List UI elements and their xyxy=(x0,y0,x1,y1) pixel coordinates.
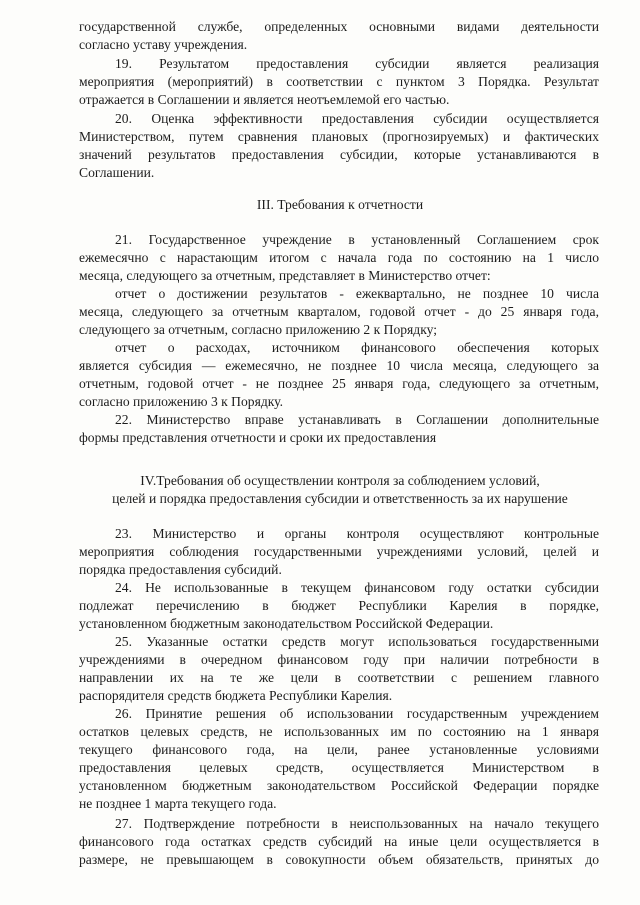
text-line: государственной службе, определенных основными видами деятельности xyxy=(79,19,599,34)
paragraph-25-line: учреждениями в очередном финансовом году при наличии потребности в xyxy=(79,652,599,667)
paragraph-22-line: формы представления отчетности и сроки их предоставления xyxy=(79,430,437,445)
paragraph-20-line: Соглашении. xyxy=(79,165,155,180)
paragraph-25-line: направлении их на те же цели в соответствии с решением главного xyxy=(79,670,599,685)
paragraph-25-line: распорядителя средств бюджета Республики Карелия. xyxy=(79,688,393,703)
paragraph-23-line: порядка предоставления субсидий. xyxy=(79,562,282,577)
paragraph-23-line: мероприятия соблюдения государственными учреждениями условий, целей и xyxy=(79,544,599,559)
paragraph-21-line: месяца, следующего за отчетным, представляет в Министерство отчет: xyxy=(79,268,491,283)
paragraph-26-line: остатков целевых средств, не использованных им по состоянию на 1 января xyxy=(79,724,599,739)
paragraph-23-line: 23. Министерство и органы контроля осуществляют контрольные xyxy=(115,526,599,541)
paragraph-21-line: отчет о расходах, источником финансового обеспечения которых xyxy=(115,340,599,355)
paragraph-19-line: отражается в Соглашении и является неотъемлемой его частью. xyxy=(79,92,450,107)
section-4-title: IV.Требования об осуществлении контроля за соблюдением условий, xyxy=(140,473,540,488)
paragraph-25-line: 25. Указанные остатки средств могут использоваться государственными xyxy=(115,634,599,649)
paragraph-22-line: 22. Министерство вправе устанавливать в Соглашении дополнительные xyxy=(115,412,599,427)
paragraph-21-line: отчет о достижении результатов - ежеквартально, не позднее 10 числа xyxy=(115,286,599,301)
section-4-title: целей и порядка предоставления субсидии и ответственность за их нарушение xyxy=(112,491,568,506)
paragraph-24-line: установленном бюджетным законодательством Российской Федерации. xyxy=(79,616,494,631)
paragraph-20-line: 20. Оценка эффективности предоставления субсидии осуществляется xyxy=(115,111,599,126)
paragraph-26-line: 26. Принятие решения об использовании государственным учреждением xyxy=(115,706,599,721)
paragraph-21-line: 21. Государственное учреждение в установленный Соглашением срок xyxy=(115,232,599,247)
paragraph-21-line: следующего за отчетным, согласно приложению 2 к Порядку; xyxy=(79,322,438,337)
paragraph-26-line: предоставления целевых средств, осуществляется Министерством в xyxy=(79,760,599,775)
paragraph-19-line: 19. Результатом предоставления субсидии является реализация xyxy=(115,56,599,71)
paragraph-26-line: не позднее 1 марта текущего года. xyxy=(79,796,277,811)
paragraph-21-line: ежемесячно с нарастающим итогом с начала года по состоянию на 1 число xyxy=(79,250,599,265)
paragraph-19-line: мероприятия (мероприятий) в соответствии с пунктом 3 Порядка. Результат xyxy=(79,74,599,89)
paragraph-21-line: отчетным, годовой отчет - не позднее 25 января года, следующего за отчетным, xyxy=(79,376,599,391)
paragraph-24-line: подлежат перечислению в бюджет Республики Карелия в порядке, xyxy=(79,598,599,613)
paragraph-26-line: текущего финансового года, на цели, ранее установленные условиями xyxy=(79,742,599,757)
paragraph-27-line: финансового года остатках средств субсидий на иные цели осуществляется в xyxy=(79,834,599,849)
paragraph-21-line: месяца, следующего за отчетным кварталом, годовой отчет - до 25 января года, xyxy=(79,304,599,319)
section-3-title: III. Требования к отчетности xyxy=(256,197,424,212)
paragraph-26-line: установленном бюджетным законодательством Российской Федерации порядке xyxy=(79,778,599,793)
paragraph-20-line: значений результатов предоставления субсидии, которые устанавливаются в xyxy=(79,147,599,162)
paragraph-21-line: согласно приложению 3 к Порядку. xyxy=(79,394,283,409)
paragraph-27-line: 27. Подтверждение потребности в неиспользованных на начало текущего xyxy=(115,816,599,831)
paragraph-24-line: 24. Не использованные в текущем финансовом году остатки субсидии xyxy=(115,580,599,595)
text-line: согласно уставу учреждения. xyxy=(79,37,248,52)
paragraph-21-line: является субсидия — ежемесячно, не позднее 10 числа месяца, следующего за xyxy=(79,358,599,373)
paragraph-27-line: размере, не превышающем в совокупности объем обязательств, принятых до xyxy=(79,852,599,867)
paragraph-20-line: Министерством, путем сравнения плановых (прогнозируемых) и фактических xyxy=(79,129,599,144)
